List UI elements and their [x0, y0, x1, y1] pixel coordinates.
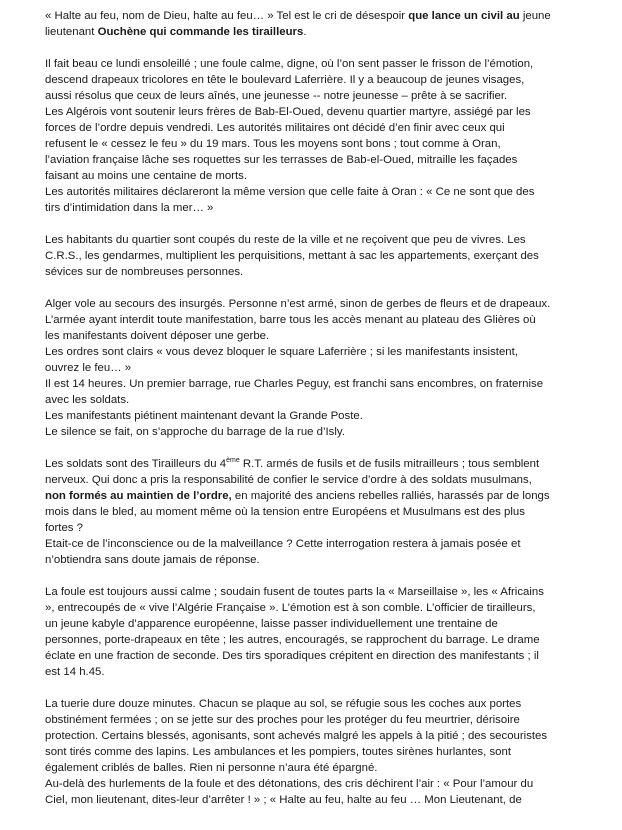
- text-run: n’obtiendra sans doute jamais de réponse.: [45, 554, 260, 566]
- text-run: L’armée ayant interdit toute manifestation, barre tous les accès menant au plateau des Glières où: [45, 314, 536, 326]
- text-line: [45, 392, 572, 408]
- text-run: Au-delà des hurlements de la foule et des détonations, des cris déchirent l’air : « Pour l’amour du: [45, 778, 534, 790]
- text-run: aussi résolus que ceux de leurs aînés, une jeunesse -- notre jeunesse – prête à se sacrifier.: [45, 90, 508, 102]
- text-run: », entrecoupés de « vive l’Algérie Française ». L’émotion est à son comble. L’officier de tirailleurs,: [45, 602, 536, 614]
- text-run: La foule est toujours aussi calme ; soudain fusent de toutes parts la « Marseillaise », les « Africains: [45, 586, 544, 598]
- text-run: également criblés de balles. Rien ni personne n’aura été épargné.: [45, 762, 378, 774]
- text-line: [45, 744, 572, 760]
- text-run: sévices sur de nombreuses personnes.: [45, 266, 244, 278]
- text-line: [45, 344, 572, 360]
- text-line: [45, 696, 572, 712]
- text-run: Il est 14 heures. Un premier barrage, rue Charles Peguy, est franchi sans encombres, on fraternise: [45, 378, 544, 390]
- text-run: nerveux. Qui donc a pris la responsabilité de confier le service d’ordre à des soldats musulmans,: [45, 474, 532, 486]
- text-line: [45, 120, 572, 136]
- text-run: éclate en une fraction de seconde. Des tirs sporadiques crépitent en direction des manifestants ; il: [45, 650, 539, 662]
- paragraph: [45, 56, 572, 216]
- text-run: Les habitants du quartier sont coupés du reste de la ville et ne reçoivent que peu de vivres. Les: [45, 234, 526, 246]
- text-run: descend drapeaux tricolores en tête le boulevard Laferrière. Il y a beaucoup de jeunes visages,: [45, 74, 525, 86]
- text-line: [45, 360, 572, 376]
- text-line: [45, 424, 572, 440]
- bold-text: non formés au maintien de l’ordre,: [45, 490, 232, 502]
- text-run: l’aviation française lâche ses roquettes sur les terrasses de Bab-el-Oued, mitraille les façades: [45, 154, 518, 166]
- text-line: [45, 312, 572, 328]
- text-line: [45, 264, 572, 280]
- paragraph: [45, 232, 572, 280]
- text-run: mois dans le bled, au moment même où la tension entre Européens et Musulmans est des plus: [45, 506, 525, 518]
- paragraph: [45, 296, 572, 440]
- paragraph-gap: [45, 40, 572, 56]
- text-line: [45, 712, 572, 728]
- text-line: [45, 776, 572, 792]
- text-line: [45, 376, 572, 392]
- text-line: [45, 728, 572, 744]
- text-line: [45, 472, 572, 488]
- text-run: Les Algérois vont soutenir leurs frères de Bab-El-Oued, devenu quartier martyre, assiégé par les: [45, 106, 531, 118]
- text-run: un jeune kabyle d’apparence européenne, laisse passer individuellement une trentaine de: [45, 618, 498, 630]
- paragraph-gap: [45, 440, 572, 456]
- text-run: faisant au moins une centaine de morts.: [45, 170, 247, 182]
- text-line: [45, 72, 572, 88]
- text-line: [45, 296, 572, 312]
- paragraph: [45, 8, 572, 40]
- text-run: personnes, porte-drapeaux en tête ; les autres, encouragés, se rapprochent du barrage. Le drame: [45, 634, 540, 646]
- text-line: [45, 56, 572, 72]
- text-run: lieutenant: [45, 26, 98, 38]
- text-run: refusent le « cessez le feu » du 19 mars. Tous les moyens sont bons ; tout comme à Oran,: [45, 138, 501, 150]
- text-run: Ciel, mon lieutenant, dites-leur d’arrêter ! » ; « Halte au feu, halte au feu … Mon Lieutenant, de: [45, 794, 522, 806]
- paragraph: [45, 696, 572, 808]
- text-run: fortes ?: [45, 522, 83, 534]
- text-run: C.R.S., les gendarmes, multiplient les perquisitions, mettant à sac les appartements, exerçant des: [45, 250, 539, 262]
- text-run: Le silence se fait, on s’approche du barrage de la rue d’Isly.: [45, 426, 345, 438]
- text-line: [45, 88, 572, 104]
- text-run: R.T. armés de fusils et de fusils mitrailleurs ; tous semblent: [239, 458, 540, 470]
- paragraph-gap: [45, 568, 572, 584]
- paragraph-gap: [45, 216, 572, 232]
- text-run: sont tirés comme des lapins. Les ambulances et les pompiers, toutes sirènes hurlantes, sont: [45, 746, 511, 758]
- text-run: obstinément fermées ; on se jette sur des proches pour les protéger du feu meurtrier, dérisoire: [45, 714, 520, 726]
- text-line: [45, 328, 572, 344]
- text-line: [45, 616, 572, 632]
- text-run: Les soldats sont des Tirailleurs du 4: [45, 458, 227, 470]
- text-run: avec les soldats.: [45, 394, 130, 406]
- text-line: [45, 760, 572, 776]
- text-line: [45, 552, 572, 568]
- text-line: [45, 584, 572, 600]
- paragraph: [45, 584, 572, 680]
- text-line: [45, 408, 572, 424]
- text-run: La tuerie dure douze minutes. Chacun se plaque au sol, se réfugie sous les coches aux portes: [45, 698, 522, 710]
- text-line: [45, 136, 572, 152]
- text-run: Les autorités militaires déclareront la même version que celle faite à Oran : « Ce ne sont que des: [45, 186, 535, 198]
- text-run: Alger vole au secours des insurgés. Personne n’est armé, sinon de gerbes de fleurs et de drapeaux.: [45, 298, 551, 310]
- text-line: [45, 456, 572, 472]
- text-run: protection. Certains blessés, agonisants, sont achevés malgré les appels à la pitié ; des secouristes: [45, 730, 548, 742]
- text-run: ouvrez le feu… »: [45, 362, 132, 374]
- text-run: est 14 h.45.: [45, 666, 105, 678]
- text-run: Etait-ce de l’inconscience ou de la malveillance ? Cette interrogation restera à jamais posée et: [45, 538, 521, 550]
- text-line: [45, 504, 572, 520]
- text-line: [45, 184, 572, 200]
- text-line: [45, 168, 572, 184]
- text-line: [45, 248, 572, 264]
- text-run: Il fait beau ce lundi ensoleillé ; une foule calme, digne, où l’on sent passer le frisson de l’émotion,: [45, 58, 534, 70]
- text-line: [45, 200, 572, 216]
- text-line: [45, 104, 572, 120]
- text-line: [45, 632, 572, 648]
- text-run: Les manifestants piétinent maintenant devant la Grande Poste.: [45, 410, 363, 422]
- text-line: [45, 600, 572, 616]
- text-line: [45, 664, 572, 680]
- text-line: [45, 488, 572, 504]
- paragraph-gap: [45, 280, 572, 296]
- text-line: [45, 648, 572, 664]
- text-run: en majorité des anciens rebelles ralliés, harassés par de longs: [231, 490, 550, 502]
- superscript: ème: [226, 457, 240, 465]
- text-run: les manifestants doivent déposer une gerbe.: [45, 330, 270, 342]
- text-line: [45, 792, 572, 808]
- bold-text: que lance un civil au: [408, 10, 520, 22]
- text-line: [45, 152, 572, 168]
- text-line: [45, 232, 572, 248]
- text-run: Les ordres sont clairs « vous devez bloquer le square Laferrière ; si les manifestants insistent,: [45, 346, 518, 358]
- bold-text: Ouchène qui commande les tirailleurs: [97, 26, 304, 38]
- text-run: forces de l’ordre depuis vendredi. Les autorités militaires ont décidé d’en finir avec ceux qui: [45, 122, 505, 134]
- text-run: .: [303, 26, 307, 38]
- text-line: [45, 520, 572, 536]
- text-line: [45, 8, 572, 24]
- text-line: [45, 536, 572, 552]
- text-line: [45, 24, 572, 40]
- text-run: tirs d’intimidation dans la mer… »: [45, 202, 214, 214]
- text-run: jeune: [519, 10, 551, 22]
- paragraph: [45, 456, 572, 568]
- text-run: « Halte au feu, nom de Dieu, halte au feu… » Tel est le cri de désespoir: [45, 10, 409, 22]
- paragraph-gap: [45, 680, 572, 696]
